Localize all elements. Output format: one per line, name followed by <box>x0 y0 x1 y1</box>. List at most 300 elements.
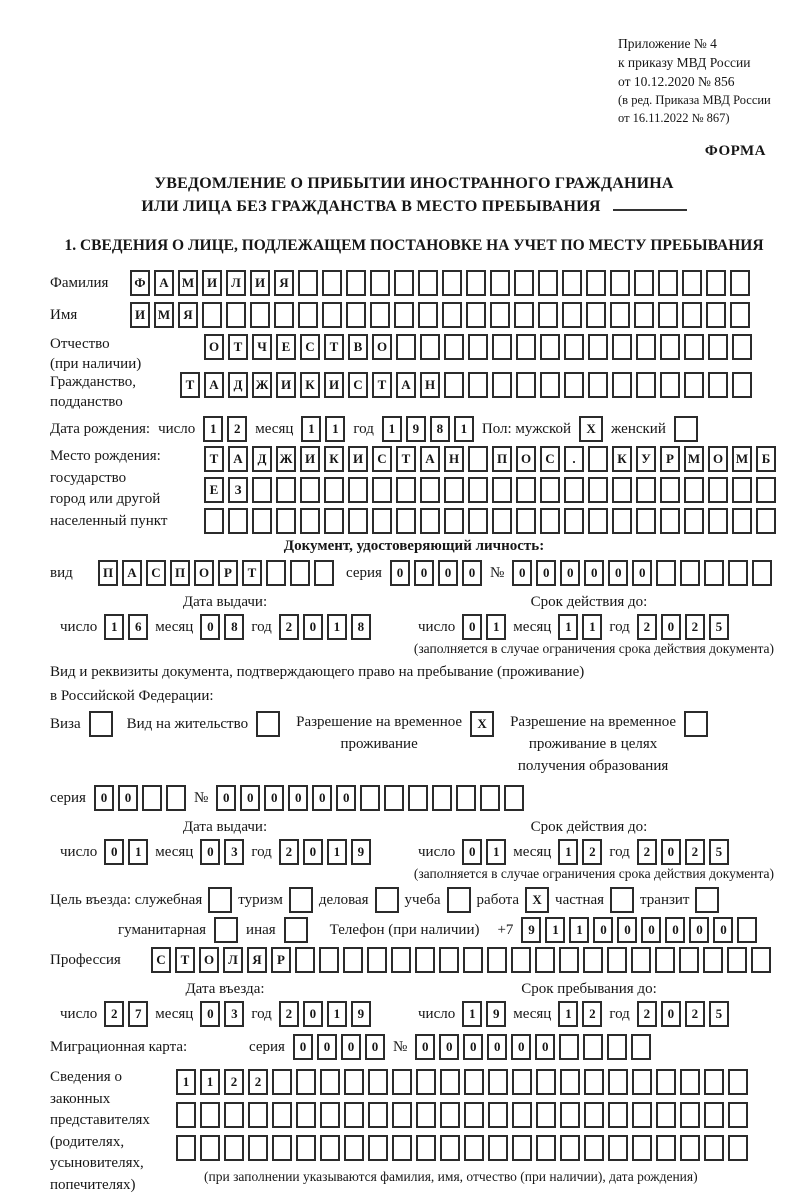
char-box[interactable] <box>344 1135 364 1161</box>
char-box[interactable] <box>584 1102 604 1128</box>
char-box[interactable] <box>706 270 726 296</box>
char-box[interactable] <box>343 947 363 973</box>
char-box[interactable] <box>559 1034 579 1060</box>
char-box[interactable]: X <box>470 711 494 737</box>
char-box[interactable]: Т <box>324 334 344 360</box>
char-box[interactable] <box>466 302 486 328</box>
char-box[interactable] <box>418 270 438 296</box>
char-box[interactable]: Б <box>756 446 776 472</box>
char-box[interactable]: З <box>228 477 248 503</box>
char-box[interactable] <box>248 1135 268 1161</box>
char-box[interactable]: Я <box>247 947 267 973</box>
char-box[interactable] <box>727 947 747 973</box>
char-box[interactable] <box>588 372 608 398</box>
char-box[interactable]: 1 <box>325 416 345 442</box>
char-box[interactable] <box>392 1102 412 1128</box>
char-box[interactable] <box>730 302 750 328</box>
char-box[interactable]: 1 <box>486 839 506 865</box>
char-box[interactable] <box>464 1069 484 1095</box>
char-box[interactable]: 1 <box>200 1069 220 1095</box>
char-box[interactable]: У <box>636 446 656 472</box>
char-box[interactable] <box>564 508 584 534</box>
char-box[interactable] <box>655 947 675 973</box>
char-box[interactable]: М <box>732 446 752 472</box>
char-box[interactable] <box>300 508 320 534</box>
char-box[interactable]: О <box>516 446 536 472</box>
char-box[interactable]: Р <box>660 446 680 472</box>
char-box[interactable] <box>583 947 603 973</box>
char-box[interactable] <box>610 270 630 296</box>
char-box[interactable]: 0 <box>438 560 458 586</box>
char-box[interactable] <box>432 785 452 811</box>
char-box[interactable]: 8 <box>224 614 244 640</box>
char-box[interactable]: 0 <box>661 1001 681 1027</box>
char-box[interactable]: 2 <box>582 1001 602 1027</box>
char-box[interactable]: 1 <box>558 1001 578 1027</box>
char-box[interactable] <box>420 334 440 360</box>
char-box[interactable] <box>562 270 582 296</box>
char-box[interactable] <box>300 477 320 503</box>
char-box[interactable]: 1 <box>582 614 602 640</box>
char-box[interactable] <box>728 560 748 586</box>
char-box[interactable] <box>608 1069 628 1095</box>
char-box[interactable] <box>492 508 512 534</box>
char-box[interactable]: О <box>204 334 224 360</box>
char-box[interactable] <box>289 887 313 913</box>
char-box[interactable]: 0 <box>511 1034 531 1060</box>
char-box[interactable]: О <box>372 334 392 360</box>
char-box[interactable] <box>447 887 471 913</box>
char-box[interactable] <box>252 508 272 534</box>
char-box[interactable]: 1 <box>545 917 565 943</box>
char-box[interactable]: 0 <box>661 614 681 640</box>
char-box[interactable] <box>684 711 708 737</box>
char-box[interactable] <box>176 1102 196 1128</box>
char-box[interactable] <box>632 1069 652 1095</box>
char-box[interactable]: С <box>151 947 171 973</box>
char-box[interactable]: 0 <box>661 839 681 865</box>
char-box[interactable]: С <box>300 334 320 360</box>
char-box[interactable] <box>370 302 390 328</box>
char-box[interactable] <box>322 270 342 296</box>
char-box[interactable] <box>319 947 339 973</box>
char-box[interactable] <box>540 334 560 360</box>
char-box[interactable] <box>420 508 440 534</box>
char-box[interactable]: 0 <box>439 1034 459 1060</box>
char-box[interactable] <box>656 1069 676 1095</box>
char-box[interactable] <box>660 372 680 398</box>
char-box[interactable]: 0 <box>632 560 652 586</box>
char-box[interactable]: Е <box>204 477 224 503</box>
char-box[interactable] <box>588 508 608 534</box>
char-box[interactable] <box>634 302 654 328</box>
char-box[interactable] <box>266 560 286 586</box>
char-box[interactable]: Ч <box>252 334 272 360</box>
char-box[interactable] <box>656 1102 676 1128</box>
char-box[interactable] <box>295 947 315 973</box>
char-box[interactable]: 2 <box>685 1001 705 1027</box>
char-box[interactable] <box>224 1135 244 1161</box>
char-box[interactable]: 1 <box>382 416 402 442</box>
char-box[interactable] <box>732 508 752 534</box>
char-box[interactable]: 3 <box>224 839 244 865</box>
char-box[interactable] <box>440 1102 460 1128</box>
char-box[interactable] <box>224 1102 244 1128</box>
char-box[interactable] <box>202 302 222 328</box>
char-box[interactable] <box>656 560 676 586</box>
char-box[interactable] <box>756 477 776 503</box>
char-box[interactable] <box>680 1102 700 1128</box>
char-box[interactable] <box>492 372 512 398</box>
char-box[interactable] <box>314 560 334 586</box>
char-box[interactable] <box>540 372 560 398</box>
char-box[interactable] <box>468 372 488 398</box>
char-box[interactable]: О <box>199 947 219 973</box>
char-box[interactable]: 1 <box>104 614 124 640</box>
char-box[interactable] <box>248 1102 268 1128</box>
char-box[interactable] <box>708 372 728 398</box>
char-box[interactable] <box>540 477 560 503</box>
char-box[interactable]: X <box>579 416 603 442</box>
char-box[interactable] <box>208 887 232 913</box>
char-box[interactable]: И <box>300 446 320 472</box>
char-box[interactable]: Т <box>180 372 200 398</box>
char-box[interactable]: М <box>684 446 704 472</box>
char-box[interactable]: 0 <box>535 1034 555 1060</box>
char-box[interactable]: Е <box>276 334 296 360</box>
char-box[interactable]: 8 <box>430 416 450 442</box>
char-box[interactable]: Д <box>228 372 248 398</box>
char-box[interactable]: К <box>300 372 320 398</box>
char-box[interactable] <box>540 508 560 534</box>
char-box[interactable] <box>346 270 366 296</box>
char-box[interactable] <box>226 302 246 328</box>
char-box[interactable]: 1 <box>327 614 347 640</box>
char-box[interactable]: П <box>492 446 512 472</box>
char-box[interactable] <box>612 477 632 503</box>
char-box[interactable]: 0 <box>536 560 556 586</box>
char-box[interactable] <box>142 785 162 811</box>
char-box[interactable] <box>660 477 680 503</box>
char-box[interactable]: 0 <box>462 560 482 586</box>
char-box[interactable]: 2 <box>637 1001 657 1027</box>
char-box[interactable] <box>276 477 296 503</box>
char-box[interactable] <box>636 477 656 503</box>
char-box[interactable]: Т <box>228 334 248 360</box>
char-box[interactable] <box>250 302 270 328</box>
char-box[interactable] <box>706 302 726 328</box>
char-box[interactable]: Я <box>178 302 198 328</box>
char-box[interactable] <box>636 508 656 534</box>
char-box[interactable]: Н <box>420 372 440 398</box>
char-box[interactable] <box>480 785 500 811</box>
char-box[interactable] <box>490 270 510 296</box>
char-box[interactable] <box>296 1135 316 1161</box>
char-box[interactable] <box>680 1069 700 1095</box>
char-box[interactable] <box>464 1135 484 1161</box>
char-box[interactable] <box>751 947 771 973</box>
char-box[interactable] <box>516 508 536 534</box>
char-box[interactable] <box>674 416 698 442</box>
char-box[interactable] <box>492 334 512 360</box>
char-box[interactable] <box>536 1069 556 1095</box>
char-box[interactable]: 0 <box>94 785 114 811</box>
char-box[interactable] <box>463 947 483 973</box>
char-box[interactable]: Т <box>372 372 392 398</box>
char-box[interactable] <box>612 334 632 360</box>
char-box[interactable]: 0 <box>303 1001 323 1027</box>
char-box[interactable]: А <box>154 270 174 296</box>
char-box[interactable] <box>391 947 411 973</box>
char-box[interactable]: 9 <box>351 839 371 865</box>
char-box[interactable]: 0 <box>341 1034 361 1060</box>
char-box[interactable] <box>756 508 776 534</box>
char-box[interactable] <box>468 446 488 472</box>
char-box[interactable] <box>695 887 719 913</box>
char-box[interactable] <box>704 1135 724 1161</box>
char-box[interactable] <box>512 1102 532 1128</box>
char-box[interactable] <box>272 1135 292 1161</box>
char-box[interactable]: П <box>170 560 190 586</box>
char-box[interactable] <box>348 477 368 503</box>
char-box[interactable] <box>256 711 280 737</box>
char-box[interactable] <box>272 1102 292 1128</box>
char-box[interactable] <box>535 947 555 973</box>
char-box[interactable] <box>440 1069 460 1095</box>
char-box[interactable]: С <box>146 560 166 586</box>
char-box[interactable] <box>684 372 704 398</box>
char-box[interactable] <box>394 270 414 296</box>
char-box[interactable]: 2 <box>637 614 657 640</box>
char-box[interactable]: 1 <box>203 416 223 442</box>
char-box[interactable]: Л <box>223 947 243 973</box>
char-box[interactable]: С <box>372 446 392 472</box>
char-box[interactable] <box>375 887 399 913</box>
char-box[interactable]: 5 <box>709 839 729 865</box>
char-box[interactable]: 0 <box>463 1034 483 1060</box>
char-box[interactable] <box>322 302 342 328</box>
char-box[interactable] <box>456 785 476 811</box>
char-box[interactable] <box>512 1135 532 1161</box>
char-box[interactable] <box>252 477 272 503</box>
char-box[interactable] <box>372 508 392 534</box>
char-box[interactable] <box>367 947 387 973</box>
char-box[interactable] <box>588 477 608 503</box>
char-box[interactable] <box>562 302 582 328</box>
char-box[interactable] <box>752 560 772 586</box>
char-box[interactable] <box>296 1069 316 1095</box>
char-box[interactable]: Л <box>226 270 246 296</box>
char-box[interactable] <box>444 508 464 534</box>
char-box[interactable] <box>346 302 366 328</box>
char-box[interactable]: 1 <box>128 839 148 865</box>
char-box[interactable]: И <box>250 270 270 296</box>
char-box[interactable] <box>708 334 728 360</box>
char-box[interactable] <box>444 334 464 360</box>
char-box[interactable]: П <box>98 560 118 586</box>
char-box[interactable] <box>680 1135 700 1161</box>
char-box[interactable] <box>368 1135 388 1161</box>
char-box[interactable]: 0 <box>462 614 482 640</box>
char-box[interactable] <box>440 1135 460 1161</box>
char-box[interactable]: 2 <box>582 839 602 865</box>
char-box[interactable] <box>290 560 310 586</box>
char-box[interactable]: 1 <box>569 917 589 943</box>
char-box[interactable] <box>468 508 488 534</box>
char-box[interactable]: 0 <box>264 785 284 811</box>
char-box[interactable] <box>514 270 534 296</box>
char-box[interactable] <box>348 508 368 534</box>
char-box[interactable]: 5 <box>709 614 729 640</box>
char-box[interactable] <box>564 477 584 503</box>
char-box[interactable] <box>636 334 656 360</box>
char-box[interactable]: 0 <box>104 839 124 865</box>
char-box[interactable] <box>442 302 462 328</box>
char-box[interactable] <box>324 477 344 503</box>
char-box[interactable]: 2 <box>248 1069 268 1095</box>
char-box[interactable]: 0 <box>414 560 434 586</box>
char-box[interactable] <box>728 1102 748 1128</box>
char-box[interactable]: 2 <box>279 1001 299 1027</box>
char-box[interactable] <box>464 1102 484 1128</box>
char-box[interactable] <box>632 1102 652 1128</box>
char-box[interactable] <box>632 1135 652 1161</box>
char-box[interactable] <box>444 372 464 398</box>
char-box[interactable] <box>704 560 724 586</box>
char-box[interactable] <box>284 917 308 943</box>
char-box[interactable]: 1 <box>176 1069 196 1095</box>
char-box[interactable] <box>704 1069 724 1095</box>
char-box[interactable]: О <box>194 560 214 586</box>
char-box[interactable] <box>584 1069 604 1095</box>
char-box[interactable] <box>634 270 654 296</box>
char-box[interactable] <box>418 302 438 328</box>
char-box[interactable]: 1 <box>327 1001 347 1027</box>
char-box[interactable]: И <box>324 372 344 398</box>
char-box[interactable]: Т <box>175 947 195 973</box>
char-box[interactable] <box>612 508 632 534</box>
char-box[interactable] <box>200 1102 220 1128</box>
char-box[interactable]: 0 <box>617 917 637 943</box>
char-box[interactable]: 0 <box>336 785 356 811</box>
char-box[interactable]: 1 <box>301 416 321 442</box>
char-box[interactable]: 2 <box>227 416 247 442</box>
char-box[interactable]: 1 <box>327 839 347 865</box>
char-box[interactable] <box>487 947 507 973</box>
char-box[interactable]: Т <box>396 446 416 472</box>
char-box[interactable]: И <box>276 372 296 398</box>
char-box[interactable]: . <box>564 446 584 472</box>
char-box[interactable]: К <box>612 446 632 472</box>
char-box[interactable] <box>516 477 536 503</box>
char-box[interactable]: М <box>178 270 198 296</box>
char-box[interactable] <box>344 1102 364 1128</box>
char-box[interactable] <box>607 947 627 973</box>
char-box[interactable] <box>466 270 486 296</box>
char-box[interactable] <box>586 302 606 328</box>
char-box[interactable] <box>368 1069 388 1095</box>
char-box[interactable]: 0 <box>487 1034 507 1060</box>
char-box[interactable] <box>684 334 704 360</box>
char-box[interactable] <box>608 1135 628 1161</box>
char-box[interactable]: 0 <box>462 839 482 865</box>
char-box[interactable] <box>396 508 416 534</box>
char-box[interactable]: 2 <box>104 1001 124 1027</box>
char-box[interactable] <box>372 477 392 503</box>
char-box[interactable] <box>588 446 608 472</box>
char-box[interactable] <box>416 1069 436 1095</box>
char-box[interactable] <box>492 477 512 503</box>
char-box[interactable]: 9 <box>486 1001 506 1027</box>
char-box[interactable] <box>344 1069 364 1095</box>
char-box[interactable] <box>559 947 579 973</box>
char-box[interactable]: 1 <box>558 614 578 640</box>
char-box[interactable] <box>420 477 440 503</box>
char-box[interactable]: 9 <box>521 917 541 943</box>
char-box[interactable] <box>560 1135 580 1161</box>
char-box[interactable]: Р <box>218 560 238 586</box>
char-box[interactable]: Ф <box>130 270 150 296</box>
char-box[interactable] <box>584 1135 604 1161</box>
char-box[interactable] <box>416 1135 436 1161</box>
char-box[interactable] <box>684 508 704 534</box>
char-box[interactable]: И <box>130 302 150 328</box>
char-box[interactable] <box>490 302 510 328</box>
char-box[interactable] <box>708 508 728 534</box>
char-box[interactable] <box>276 508 296 534</box>
char-box[interactable]: А <box>228 446 248 472</box>
char-box[interactable]: 0 <box>288 785 308 811</box>
char-box[interactable]: X <box>525 887 549 913</box>
char-box[interactable]: А <box>122 560 142 586</box>
char-box[interactable]: 1 <box>486 614 506 640</box>
char-box[interactable] <box>488 1069 508 1095</box>
char-box[interactable] <box>608 1102 628 1128</box>
char-box[interactable]: 6 <box>128 614 148 640</box>
char-box[interactable]: 3 <box>224 1001 244 1027</box>
char-box[interactable] <box>392 1135 412 1161</box>
char-box[interactable]: 0 <box>689 917 709 943</box>
char-box[interactable] <box>732 334 752 360</box>
char-box[interactable] <box>360 785 380 811</box>
char-box[interactable] <box>682 302 702 328</box>
char-box[interactable] <box>516 334 536 360</box>
char-box[interactable] <box>586 270 606 296</box>
char-box[interactable]: Ж <box>276 446 296 472</box>
char-box[interactable] <box>320 1102 340 1128</box>
char-box[interactable]: 7 <box>128 1001 148 1027</box>
char-box[interactable]: 0 <box>390 560 410 586</box>
char-box[interactable] <box>708 477 728 503</box>
char-box[interactable] <box>538 270 558 296</box>
char-box[interactable] <box>610 887 634 913</box>
char-box[interactable]: А <box>204 372 224 398</box>
char-box[interactable]: 0 <box>200 839 220 865</box>
char-box[interactable] <box>728 1069 748 1095</box>
char-box[interactable]: 1 <box>454 416 474 442</box>
char-box[interactable] <box>166 785 186 811</box>
char-box[interactable]: 0 <box>365 1034 385 1060</box>
char-box[interactable] <box>439 947 459 973</box>
char-box[interactable] <box>504 785 524 811</box>
char-box[interactable]: Ж <box>252 372 272 398</box>
char-box[interactable]: 0 <box>560 560 580 586</box>
char-box[interactable]: 0 <box>317 1034 337 1060</box>
char-box[interactable]: К <box>324 446 344 472</box>
char-box[interactable]: 2 <box>685 614 705 640</box>
char-box[interactable] <box>442 270 462 296</box>
char-box[interactable] <box>298 270 318 296</box>
